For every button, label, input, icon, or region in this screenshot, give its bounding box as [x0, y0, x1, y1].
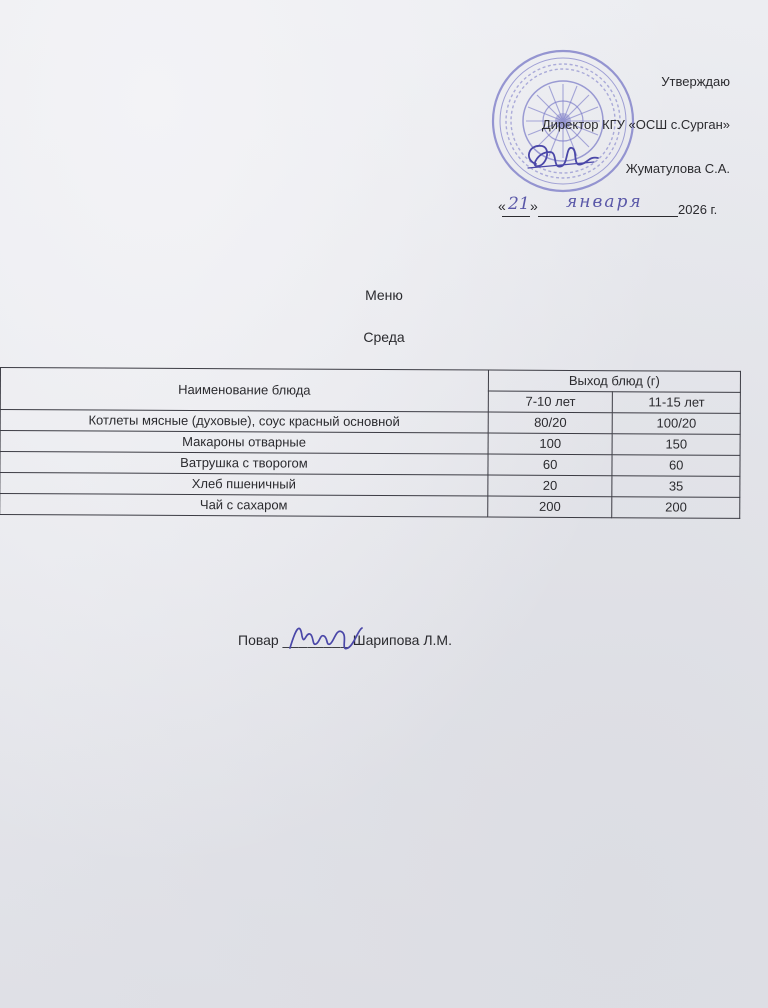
dish-name: Котлеты мясные (духовые), соус красный основной	[0, 410, 488, 434]
yield-7-10: 100	[488, 433, 613, 455]
header-age-11-15: 11-15 лет	[613, 392, 741, 414]
date-day-underline	[502, 216, 530, 217]
day-of-week: Среда	[363, 329, 405, 345]
date-close-quote: »	[530, 198, 538, 214]
director-signature-icon	[522, 138, 602, 178]
header-age-7-10: 7-10 лет	[488, 391, 613, 413]
yield-7-10: 60	[488, 454, 613, 476]
dish-name: Макароны отварные	[0, 431, 488, 455]
menu-table	[0, 367, 741, 519]
cook-signature-icon	[286, 618, 366, 658]
director-name: Жуматулова С.А.	[625, 161, 730, 176]
document-title: Меню	[365, 287, 403, 303]
date-year: 2026 г.	[678, 202, 718, 217]
date-day: 21	[508, 194, 530, 214]
date-month-underline	[538, 216, 678, 217]
yield-11-15: 60	[612, 455, 740, 477]
yield-7-10: 80/20	[488, 412, 613, 434]
approve-label: Утверждаю	[661, 74, 730, 89]
yield-11-15: 35	[612, 476, 740, 498]
dish-name: Хлеб пшеничный	[0, 473, 488, 497]
director-position: Директор КГУ «ОСШ с.Сурган»	[541, 117, 730, 132]
cook-signature-blank: ________	[282, 632, 349, 648]
yield-7-10: 20	[488, 475, 613, 497]
yield-11-15: 200	[612, 497, 740, 519]
cook-name: Шарипова Л.М.	[352, 632, 452, 648]
yield-7-10: 200	[488, 496, 613, 518]
table-row	[0, 494, 740, 519]
date-month: января	[566, 192, 643, 212]
dish-name: Ватрушка с творогом	[0, 452, 488, 476]
dish-name: Чай с сахаром	[0, 494, 488, 518]
table-header-row	[0, 368, 740, 393]
header-dish-name: Наименование блюда	[0, 368, 488, 413]
cook-label: Повар	[238, 632, 279, 648]
yield-11-15: 100/20	[613, 413, 741, 435]
approval-date	[498, 192, 728, 222]
date-open-quote: «	[498, 198, 506, 214]
yield-11-15: 150	[612, 434, 740, 456]
header-yield: Выход блюд (г)	[488, 370, 740, 392]
